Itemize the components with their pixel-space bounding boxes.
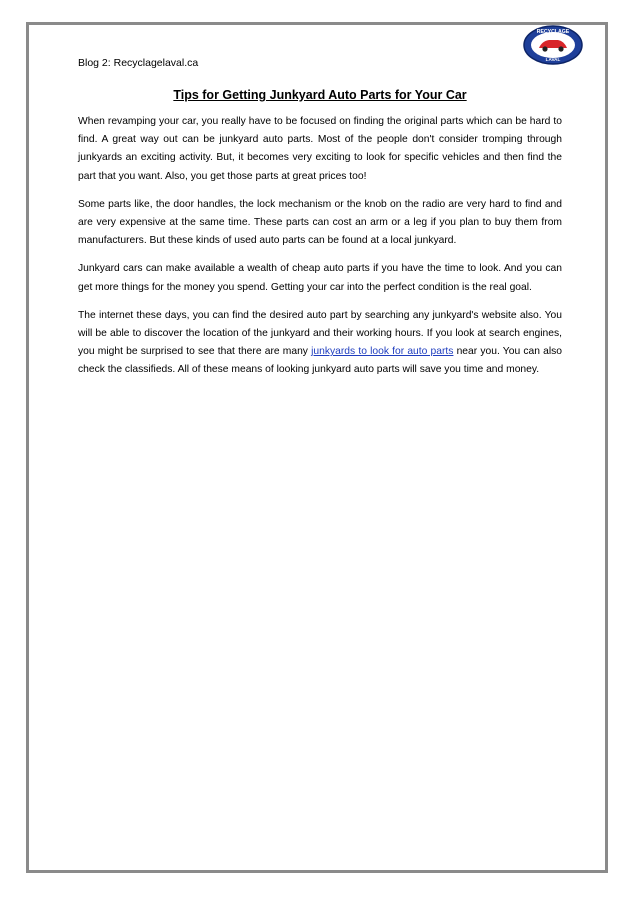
- paragraph-3: Junkyard cars can make available a wealth of cheap auto parts if you have the time to look. And you can get more things for the money you spend. Getting your car into the perfect condition is the real goal.: [78, 263, 562, 293]
- svg-text:RECYCLAGE: RECYCLAGE: [536, 29, 570, 35]
- article-title: Tips for Getting Junkyard Auto Parts for Your Car: [173, 88, 467, 102]
- paragraph-1: When revamping your car, you really have to be focused on finding the original parts which can be hard to find. A great way out can be junkyard auto parts. Most of the people don't consider tromping through junkyards an exciting activity. But, it becomes very exciting to look for specific vehicles and then find the part that you want. Also, you get those parts at great prices too!: [78, 116, 562, 182]
- paragraph-4-text-start: The internet these days, you can find the desired auto part by searching any junkyard's website also. You will be able to discover the location of the junkyard and their working hours. If you look at search engines, you might be surprised to see that there are many: [78, 309, 562, 358]
- article-body: [78, 113, 562, 390]
- junkyards-link[interactable]: junkyards to look for auto parts: [311, 346, 454, 358]
- paragraph-2: Some parts like, the door handles, the lock mechanism or the knob on the radio are very hard to find and are very expensive at the same time. These parts can cost an arm or a leg if you plan to buy them from manufacturers. But these kinds of used auto parts can be found at a local junkyard.: [78, 198, 562, 247]
- page-header: Blog 2: Recyclagelaval.ca: [78, 57, 199, 69]
- recyclage-laval-logo: [522, 24, 584, 66]
- paragraph-4-text-end: near you. You can also check the classifieds. All of these means of looking junkyard auto parts will save you time and money.: [78, 346, 562, 376]
- svg-text:LAVAL: LAVAL: [545, 57, 561, 62]
- paragraph-4: [78, 307, 562, 380]
